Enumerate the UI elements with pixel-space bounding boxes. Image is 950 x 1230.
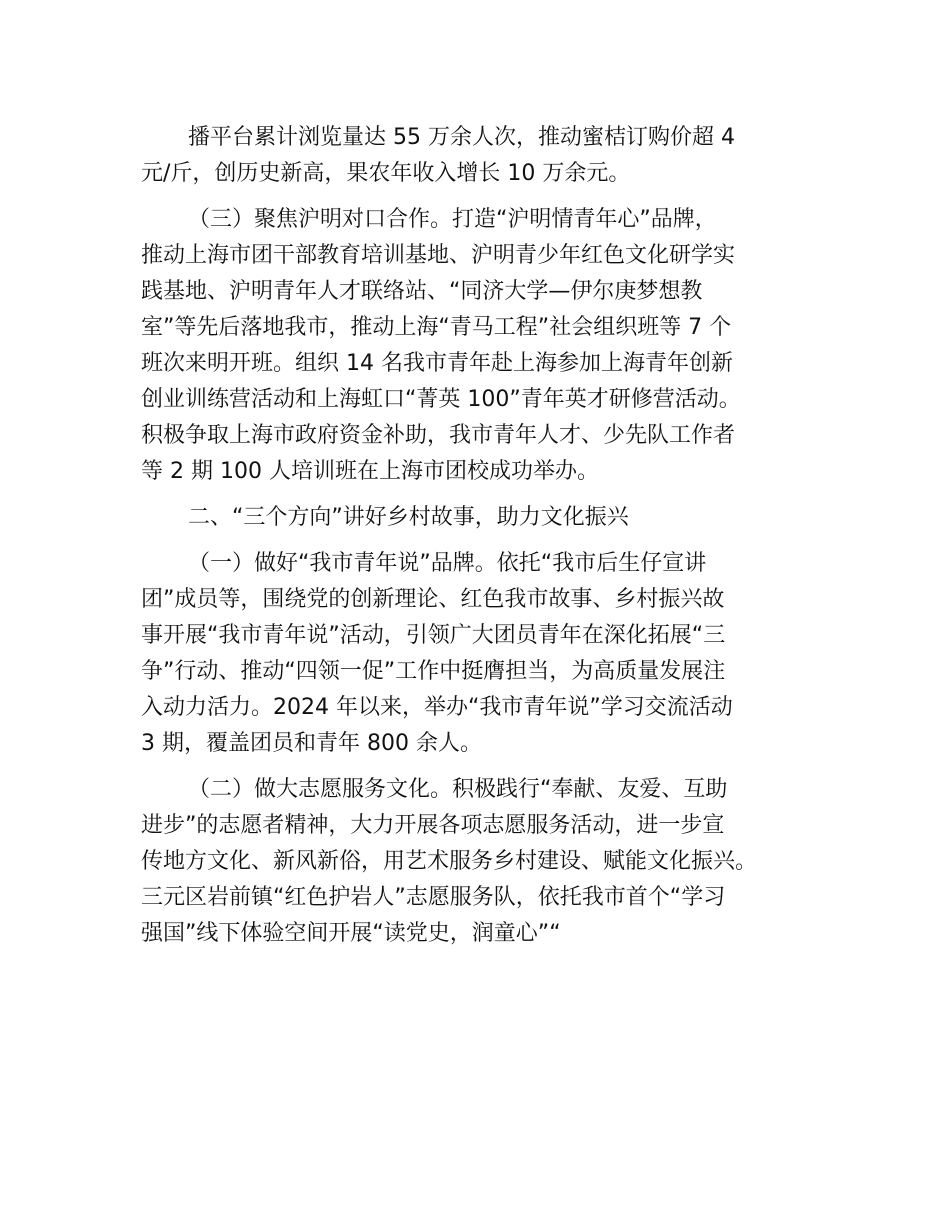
text-line: 践基地、沪明青年人才联络站、“同济大学—伊尔庚梦想教 [141,279,703,304]
text-line: 团”成员等，围绕党的创新理论、红色我市故事、乡村振兴故 [141,587,725,612]
text-line: （二）做大志愿服务文化。积极践行“奉献、友爱、互助 [188,777,728,802]
text-line: 传地方文化、新风新俗，用艺术服务乡村建设、赋能文化振兴。 [141,849,758,874]
text-line: 3 期，覆盖团员和青年 800 余人。 [141,731,482,756]
document-body [141,120,821,952]
text-line: 元/斤，创历史新高，果农年收入增长 10 万余元。 [141,161,631,186]
text-line: 进步”的志愿者精神，大力开展各项志愿服务活动，进一步宣 [141,813,725,838]
text-line: （一）做好“我市青年说”品牌。依托“我市后生仔宣讲 [188,551,707,576]
text-line: 推动上海市团干部教育培训基地、沪明青少年红色文化研学实 [141,243,736,268]
text-line: 播平台累计浏览量达 55 万余人次，推动蜜桔订购价超 4 [188,125,735,150]
text-line: 二、“三个方向”讲好乡村故事，助力文化振兴 [188,505,629,530]
text-line: 三元区岩前镇“红色护岩人”志愿服务队，依托我市首个“学习 [141,885,726,910]
text-line: 争”行动、推动“四领一促”工作中挺膺担当，为高质量发展注 [141,659,726,684]
text-line: 创业训练营活动和上海虹口“菁英 100”青年英才研修营活动。 [141,387,741,412]
text-line: 积极争取上海市政府资金补助，我市青年人才、少先队工作者 [141,423,736,448]
paragraph-shanghai-sanming-cooperation [141,202,821,490]
paragraph-livestream-results [141,120,821,192]
section-heading-culture-revitalization [141,500,821,536]
text-line: 入动力活力。2024 年以来，举办“我市青年说”学习交流活动 [141,695,733,720]
text-line: 事开展“我市青年说”活动，引领广大团员青年在深化拓展“三 [141,623,726,648]
text-line: 班次来明开班。组织 14 名我市青年赴上海参加上海青年创新 [141,351,733,376]
paragraph-volunteer-culture [141,772,821,952]
paragraph-youth-speak-brand [141,546,821,762]
text-line: 等 2 期 100 人培训班在上海市团校成功举办。 [141,459,599,484]
text-line: （三）聚焦沪明对口合作。打造“沪明情青年心”品牌， [188,207,717,232]
text-line: 强国”线下体验空间开展“读党史，润童心”“ [141,921,561,946]
text-line: 室”等先后落地我市，推动上海“青马工程”社会组织班等 7 个 [141,315,732,340]
